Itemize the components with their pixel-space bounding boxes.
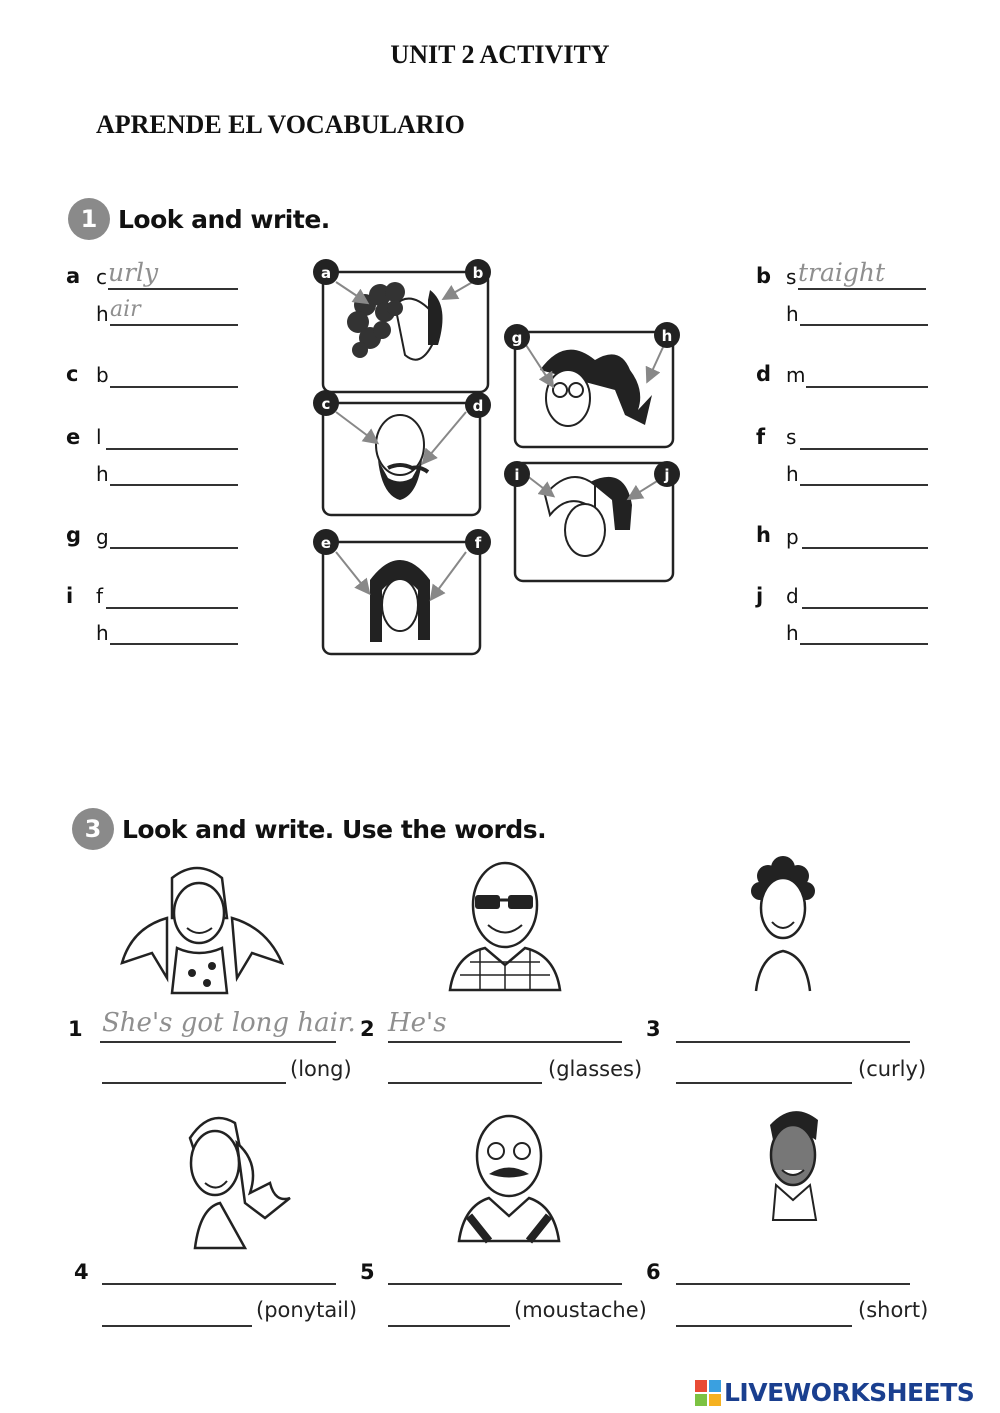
answer-line-b2[interactable]	[800, 300, 928, 326]
character-picture-2	[440, 850, 570, 995]
start-letter: h	[786, 621, 799, 645]
answer-line-3b[interactable]	[676, 1058, 852, 1084]
item-letter-h: h	[756, 523, 771, 547]
hint-5: (moustache)	[514, 1298, 647, 1322]
item-letter-c: c	[66, 362, 79, 386]
answer-text: traight	[798, 258, 886, 287]
exercise3-heading	[72, 808, 546, 850]
logo-icon	[694, 1379, 722, 1407]
picture-label-g: g	[511, 329, 523, 347]
face-box-ef	[313, 529, 491, 654]
answer-line-i2[interactable]	[110, 619, 238, 645]
picture-label-f: f	[474, 534, 482, 552]
picture-label-a: a	[320, 264, 332, 282]
item-number-2: 2	[360, 1017, 375, 1041]
picture-label-e: e	[320, 534, 332, 552]
item-number-5: 5	[360, 1260, 375, 1284]
answer-line-i1[interactable]	[106, 583, 238, 609]
answer-line-e2[interactable]	[110, 460, 238, 486]
hint-6: (short)	[858, 1298, 929, 1322]
start-letter: c	[96, 265, 107, 289]
item-letter-j: j	[756, 584, 764, 608]
start-letter: b	[96, 363, 109, 387]
picture-label-j: j	[664, 466, 670, 484]
answer-line-5a[interactable]	[388, 1259, 622, 1285]
exercise1-number: 1	[68, 198, 110, 240]
exercise1-title: Look and write.	[118, 204, 330, 234]
answer-text-2: He's	[388, 1008, 447, 1038]
answer-line-d1[interactable]	[806, 362, 928, 388]
liveworksheets-logo[interactable]	[694, 1378, 974, 1407]
exercise3-title: Look and write. Use the words.	[122, 814, 547, 844]
item-number-6: 6	[646, 1260, 661, 1284]
answer-line-f1[interactable]	[800, 424, 928, 450]
answer-text: air	[110, 297, 141, 322]
character-picture-6	[748, 1100, 838, 1242]
character-picture-5	[454, 1106, 564, 1244]
answer-line-6a[interactable]	[676, 1259, 910, 1285]
item-number-1: 1	[68, 1017, 83, 1041]
exercise3-number: 3	[72, 808, 114, 850]
item-number-4: 4	[74, 1260, 89, 1284]
answer-text: urly	[108, 258, 159, 287]
answer-line-2b[interactable]	[388, 1058, 542, 1084]
start-letter: h	[96, 302, 109, 326]
logo-text: LIVEWORKSHEETS	[724, 1378, 975, 1407]
item-letter-e: e	[66, 425, 81, 449]
answer-line-e1[interactable]	[106, 424, 238, 450]
picture-label-i: i	[514, 466, 520, 484]
answer-line-j1[interactable]	[802, 583, 928, 609]
picture-label-b: b	[472, 264, 484, 282]
start-letter: s	[786, 425, 797, 449]
hint-4: (ponytail)	[256, 1298, 358, 1322]
item-letter-d: d	[756, 362, 772, 386]
hint-3: (curly)	[858, 1057, 927, 1081]
exercise1-pictures	[300, 250, 700, 660]
start-letter: g	[96, 525, 109, 549]
start-letter: h	[96, 462, 109, 486]
start-letter: h	[786, 302, 799, 326]
item-letter-a: a	[66, 264, 81, 288]
start-letter: d	[786, 584, 799, 608]
page-title: UNIT 2 ACTIVITY	[390, 40, 610, 69]
hint-1: (long)	[290, 1057, 352, 1081]
picture-label-d: d	[472, 397, 484, 415]
face-box-cd	[313, 390, 491, 515]
start-letter: s	[786, 265, 797, 289]
item-letter-b: b	[756, 264, 772, 288]
hint-2: (glasses)	[548, 1057, 643, 1081]
answer-line-3a[interactable]	[676, 1017, 910, 1043]
face-box-ij	[504, 461, 680, 581]
answer-line-4a[interactable]	[102, 1259, 336, 1285]
item-letter-f: f	[756, 425, 766, 449]
picture-label-h: h	[661, 327, 673, 345]
start-letter: m	[786, 363, 806, 387]
character-picture-3	[738, 856, 828, 996]
answer-line-f2[interactable]	[800, 460, 928, 486]
start-letter: l	[96, 425, 102, 449]
answer-line-g1[interactable]	[110, 523, 238, 549]
character-picture-4	[175, 1108, 305, 1253]
face-box-gh	[504, 322, 680, 447]
answer-line-c1[interactable]	[110, 362, 238, 388]
picture-label-c: c	[321, 395, 331, 413]
answer-line-h1[interactable]	[802, 523, 928, 549]
start-letter: f	[96, 584, 104, 608]
page-subtitle: APRENDE EL VOCABULARIO	[96, 110, 465, 139]
start-letter: h	[96, 621, 109, 645]
start-letter: h	[786, 462, 799, 486]
answer-line-j2[interactable]	[800, 619, 928, 645]
answer-line-5b[interactable]	[388, 1301, 510, 1327]
start-letter: p	[786, 525, 799, 549]
exercise1-heading	[68, 198, 330, 240]
answer-line-6b[interactable]	[676, 1301, 852, 1327]
item-number-3: 3	[646, 1017, 661, 1041]
answer-text-1: She's got long hair.	[102, 1008, 356, 1038]
character-picture-1	[112, 858, 292, 998]
answer-line-4b[interactable]	[102, 1301, 252, 1327]
answer-line-1b[interactable]	[102, 1058, 286, 1084]
item-letter-i: i	[66, 584, 74, 608]
face-box-ab	[313, 259, 491, 392]
item-letter-g: g	[66, 523, 82, 547]
